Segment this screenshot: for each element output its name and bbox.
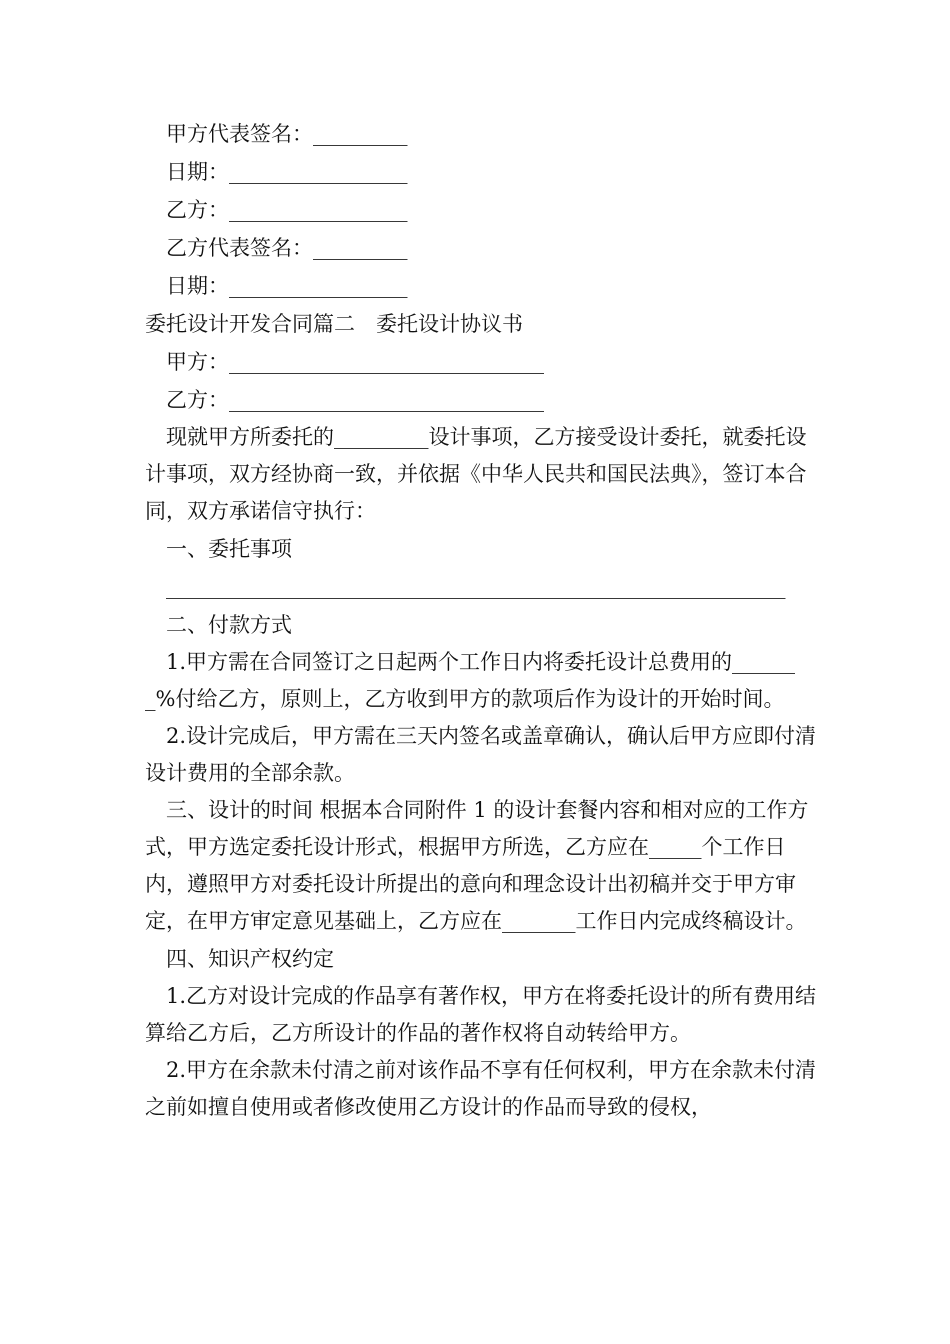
- signature-line-b-rep: 乙方代表签名：_________: [166, 236, 408, 260]
- date-line-1: 日期：_________________: [166, 160, 408, 184]
- document-page: [145, 115, 825, 1126]
- section4-clause-2: 2.甲方在余款未付清之前对该作品不享有任何权利，甲方在余款未付清之前如擅自使用或者修改使用乙方设计的作品而导致的侵权，: [145, 1058, 817, 1119]
- section4-clause-1: 1.乙方对设计完成的作品享有著作权，甲方在将委托设计的所有费用结算给乙方后，乙方所设计的作品的著作权将自动转给甲方。: [145, 984, 817, 1045]
- section2-clause-2: 2.设计完成后，甲方需在三天内签名或盖章确认，确认后甲方应即付清设计费用的全部余款。: [145, 724, 817, 785]
- section2-clause-1: 1.甲方需在合同签订之日起两个工作日内将委托设计总费用的_______%付给乙方，原则上，乙方收到甲方的款项后作为设计的开始时间。: [145, 650, 796, 711]
- section2-title: 二、付款方式: [166, 613, 292, 637]
- section1-blank: ___________________________________________________________: [166, 575, 786, 599]
- contract-heading: 委托设计开发合同篇二 委托设计协议书: [145, 312, 523, 336]
- intro-paragraph: 现就甲方所委托的_________设计事项，乙方接受设计委托，就委托设计事项，双方经协商一致，并依据《中华人民共和国民法典》，签订本合同，双方承诺信守执行：: [145, 425, 807, 523]
- party-b-line: 乙方：_________________: [166, 198, 408, 222]
- section1-title: 一、委托事项: [166, 537, 292, 561]
- party-a-field: 甲方：______________________________: [166, 350, 544, 374]
- section4-title: 四、知识产权约定: [166, 947, 334, 971]
- section3-paragraph: 三、设计的时间 根据本合同附件 1 的设计套餐内容和相对应的工作方式，甲方选定委托设计形式，根据甲方所选，乙方应在_____个工作日内，遵照甲方对委托设计所提出的意向和理念设计出初稿并交于甲方审定，在甲方审定意见基础上，乙方应在_______工作日内完成终稿设计。: [145, 798, 809, 933]
- date-line-2: 日期：_________________: [166, 274, 408, 298]
- signature-line-a-rep: 甲方代表签名：_________: [166, 122, 408, 146]
- party-b-field: 乙方：______________________________: [166, 388, 544, 412]
